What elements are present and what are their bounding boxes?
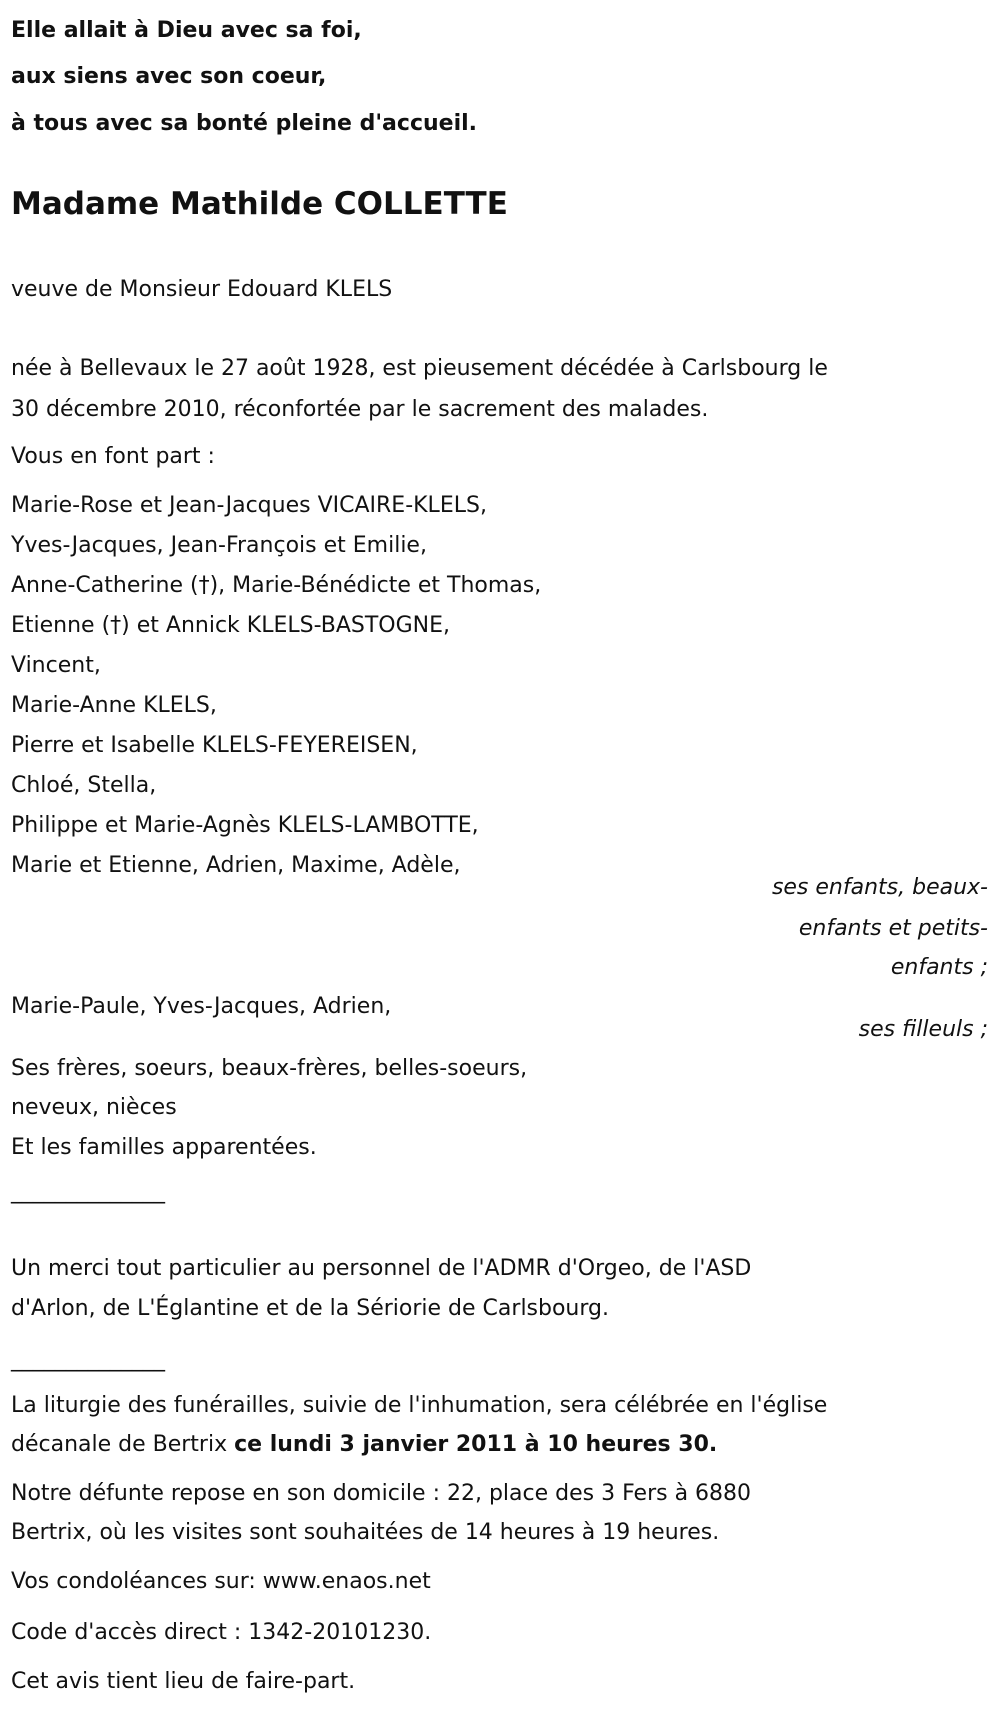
relatives-line: Et les familles apparentées.	[11, 1135, 317, 1160]
family-line: Marie-Rose et Jean-Jacques VICAIRE-KLELS,	[11, 493, 487, 518]
rest-line: Bertrix, où les visites sont souhaitées de 14 heures à 19 heures.	[11, 1520, 720, 1545]
notice-line: Cet avis tient lieu de faire-part.	[11, 1669, 356, 1694]
relatives-line: neveux, nièces	[11, 1095, 177, 1120]
separator: ______________	[11, 1347, 165, 1372]
family-line: Etienne (†) et Annick KLELS-BASTOGNE,	[11, 613, 451, 638]
liturgy-place: décanale de Bertrix	[11, 1432, 235, 1457]
epigraph-line: Elle allait à Dieu avec sa foi,	[11, 18, 362, 43]
separator: ______________	[11, 1179, 165, 1204]
family-line: Philippe et Marie-Agnès KLELS-LAMBOTTE,	[11, 813, 479, 838]
children-label: enfants ;	[890, 955, 988, 980]
children-label: ses enfants, beaux-	[771, 875, 988, 900]
birth-death-line: née à Bellevaux le 27 août 1928, est pieusement décédée à Carlsbourg le	[11, 356, 828, 381]
widow-line: veuve de Monsieur Edouard KLELS	[11, 277, 393, 302]
family-line: Anne-Catherine (†), Marie-Bénédicte et Thomas,	[11, 573, 542, 598]
relatives-line: Ses frères, soeurs, beaux-frères, belles-soeurs,	[11, 1056, 528, 1081]
godchildren-label: ses filleuls ;	[858, 1017, 988, 1042]
announce-line: Vous en font part :	[11, 444, 215, 469]
epigraph-line: à tous avec sa bonté pleine d'accueil.	[11, 111, 478, 136]
epigraph-line: aux siens avec son coeur,	[11, 64, 327, 89]
deceased-name-title: Madame Mathilde COLLETTE	[11, 186, 508, 222]
family-line: Marie et Etienne, Adrien, Maxime, Adèle,	[11, 853, 461, 878]
liturgy-line: La liturgie des funérailles, suivie de l'inhumation, sera célébrée en l'église	[11, 1393, 828, 1418]
family-line: Yves-Jacques, Jean-François et Emilie,	[11, 533, 427, 558]
thanks-line: d'Arlon, de L'Églantine et de la Sériorie de Carlsbourg.	[11, 1296, 609, 1321]
access-code-line: Code d'accès direct : 1342-20101230.	[11, 1620, 432, 1645]
children-label: enfants et petits-	[798, 916, 988, 941]
liturgy-date: ce lundi 3 janvier 2011 à 10 heures 30.	[234, 1432, 718, 1457]
condolences-line: Vos condoléances sur: www.enaos.net	[11, 1569, 431, 1594]
birth-death-line: 30 décembre 2010, réconfortée par le sacrement des malades.	[11, 397, 709, 422]
liturgy-line	[11, 1431, 717, 1459]
godchildren-line: Marie-Paule, Yves-Jacques, Adrien,	[11, 994, 392, 1019]
family-line: Pierre et Isabelle KLELS-FEYEREISEN,	[11, 733, 418, 758]
family-line: Marie-Anne KLELS,	[11, 693, 217, 718]
family-line: Vincent,	[11, 653, 101, 678]
family-line: Chloé, Stella,	[11, 773, 157, 798]
rest-line: Notre défunte repose en son domicile : 22, place des 3 Fers à 6880	[11, 1481, 752, 1506]
thanks-line: Un merci tout particulier au personnel de l'ADMR d'Orgeo, de l'ASD	[11, 1256, 752, 1281]
